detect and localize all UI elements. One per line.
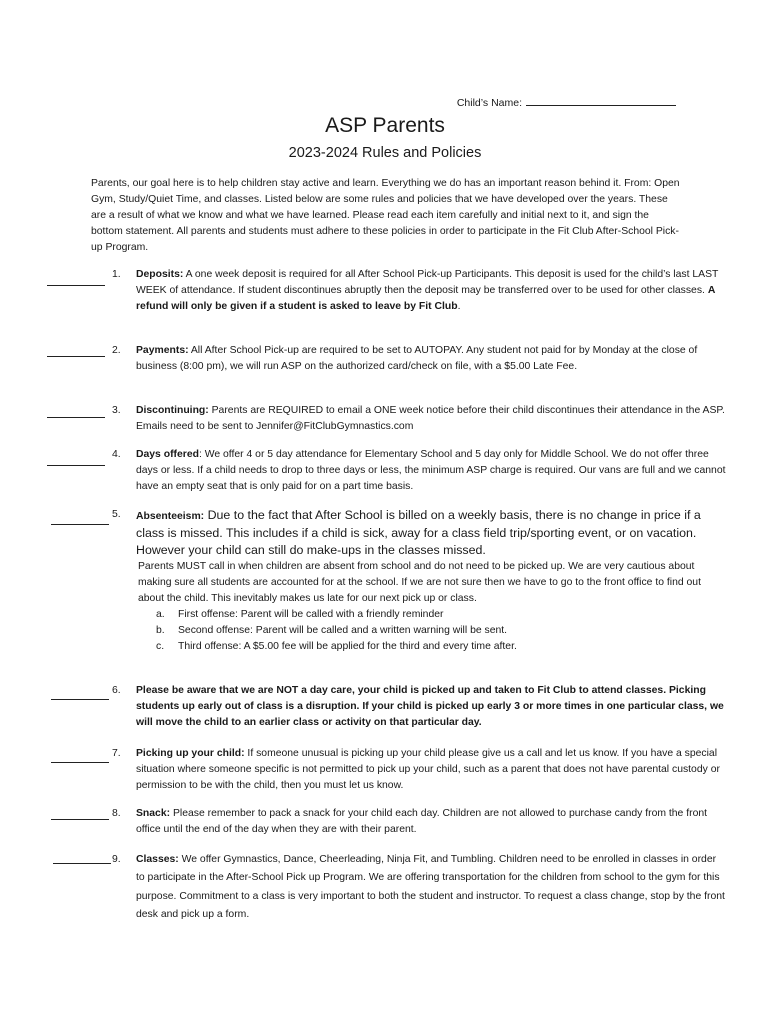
initial-blank[interactable] xyxy=(47,417,105,418)
item-text: If someone unusual is picking up your child please give us a call and let us know. If you have a special situation where someone specific is not permitted to pick up your child, such as a parent that does not have parental custody or permission to be with the child, then you must let us know. xyxy=(136,748,720,791)
list-text: First offense: Parent will be called with a friendly reminder xyxy=(178,609,444,620)
item-body xyxy=(136,403,726,435)
item-number: 8. xyxy=(112,808,121,819)
child-name-blank[interactable] xyxy=(526,95,676,106)
item-text: Please remember to pack a snack for your child each day. Children are not allowed to purchase candy from the front office until the end of the day when they are with their parent. xyxy=(136,808,708,835)
page-title: ASP Parents xyxy=(325,114,445,137)
item-heading: Picking up your child: xyxy=(136,748,245,759)
item-body xyxy=(136,746,726,794)
initial-blank[interactable] xyxy=(47,285,105,286)
page-subtitle: 2023-2024 Rules and Policies xyxy=(288,145,482,161)
list-letter: c. xyxy=(156,641,165,652)
initial-blank[interactable] xyxy=(51,524,109,525)
initial-blank[interactable] xyxy=(51,762,109,763)
list-item xyxy=(136,623,726,639)
item-text: We offer Gymnastics, Dance, Cheerleading, Ninja Fit, and Tumbling. Children need to be enrolled in classes in order to participate in the After-School Pick up Program. We are offering transportation for the children from school to the gym for this purpose. Commitment to a class is very important to both the student and instructor. To request a class change, stop by the front desk and pick up a form. xyxy=(136,854,725,920)
item-text: : We offer 4 or 5 day attendance for Elementary School and 5 day only for Middle School. We do not offer three days or less. If a child needs to drop to three days or less, the minimum ASP charge is required. Our vans are full and we cannot have an empty seat that is only paid for on a part time basis. xyxy=(136,449,726,492)
item-body xyxy=(136,851,726,924)
intro-paragraph: Parents, our goal here is to help children stay active and learn. Everything we do has an important reason behind it. From: Open Gym, Study/Quiet Time, and classes. Listed below are some rules and policies that we have developed over the years. These are a result of what we know and what we have learned. Please read each item carefully and initial next to it, and sign the bottom statement. All parents and students must adhere to these policies in order to participate in the Fit Club After-School Pick-up Program. xyxy=(91,178,680,253)
item-number: 6. xyxy=(112,685,121,696)
item-number: 1. xyxy=(112,269,121,280)
list-letter: b. xyxy=(156,625,165,636)
initial-blank[interactable] xyxy=(53,863,111,864)
item-body xyxy=(136,507,726,655)
initial-blank[interactable] xyxy=(47,356,105,357)
item-body xyxy=(136,267,726,315)
item-number: 7. xyxy=(112,748,121,759)
list-item xyxy=(136,607,726,623)
list-text: Second offense: Parent will be called and a written warning will be sent. xyxy=(178,625,508,636)
item-heading: Absenteeism: xyxy=(136,511,205,522)
list-letter: a. xyxy=(156,609,165,620)
item-body xyxy=(136,343,726,375)
item-text: Parents MUST call in when children are absent from school and do not need to be picked up. We are very cautious about making sure all students are accounted for at the school. If we are not sure then we have to go to the front office to find out about the child. This inevitably makes us late for our next pick up or class. xyxy=(138,561,701,604)
child-name-label: Child’s Name: xyxy=(456,97,522,109)
item-text: A one week deposit is required for all After School Pick-up Participants. This deposit is used for the child’s last LAST WEEK of attendance. If student discontinues abruptly then the deposit may be transferred over to be used for other classes. xyxy=(136,269,719,296)
initial-blank[interactable] xyxy=(47,465,105,466)
item-number: 5. xyxy=(112,509,121,520)
item-number: 3. xyxy=(112,405,121,416)
item-number: 9. xyxy=(112,854,121,865)
item-heading: Payments: xyxy=(136,345,189,356)
item-tail: . xyxy=(457,301,461,312)
item-text: Parents are REQUIRED to email a ONE week notice before their child discontinues their attendance in the ASP. Emails need to be sent to Jennifer@FitClubGymnastics.com xyxy=(136,405,725,432)
item-heading: Snack: xyxy=(136,808,171,819)
child-name-field[interactable] xyxy=(457,95,676,109)
item-body xyxy=(136,447,726,495)
initial-blank[interactable] xyxy=(51,699,109,700)
item-bold-text: Please be aware that we are NOT a day care, your child is picked up and taken to Fit Club to attend classes. Picking students up early out of class is a disruption. If your child is picked up early 3 or more times in one particular class, we will move the child to an earlier class or activity on that particular day. xyxy=(136,685,724,728)
item-body xyxy=(136,806,726,838)
item-heading: Days offered xyxy=(136,449,199,460)
item-lead xyxy=(136,507,726,559)
item-heading: Deposits: xyxy=(136,269,184,280)
item-bold-tail: A refund will only be given if a student is asked to leave by Fit Club xyxy=(136,285,715,312)
offense-list xyxy=(136,607,726,655)
item-big-text: Due to the fact that After School is billed on a weekly basis, there is no change in price if a class is missed. This includes if a child is sick, away for a class field trip/sporting event, or on vacation. However your child can still do make-ups in the classes missed. xyxy=(136,508,701,557)
list-text: Third offense: A $5.00 fee will be applied for the third and every time after. xyxy=(178,641,517,652)
item-number: 2. xyxy=(112,345,121,356)
initial-blank[interactable] xyxy=(51,819,109,820)
item-heading: Discontinuing: xyxy=(136,405,209,416)
item-text: All After School Pick-up are required to be set to AUTOPAY. Any student not paid for by Monday at the close of business (8:00 pm), we will run ASP on the authorized card/check on file, with a $5.00 Late Fee. xyxy=(136,345,698,372)
item-number: 4. xyxy=(112,449,121,460)
list-item xyxy=(136,639,726,655)
item-heading: Classes: xyxy=(136,854,179,865)
item-body xyxy=(136,683,726,731)
